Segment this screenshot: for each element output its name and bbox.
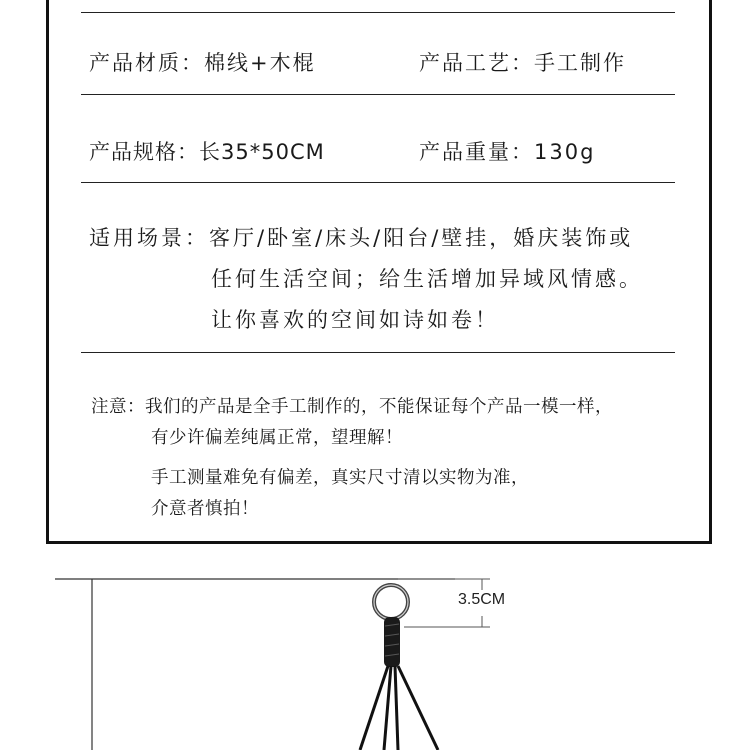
divider-2	[81, 182, 675, 183]
weight-spec: 产品重量：130g	[419, 140, 596, 164]
notice-line-1: 注意：我们的产品是全手工制作的，不能保证每个产品一模一样，	[91, 397, 613, 417]
product-info-card	[46, 0, 712, 544]
ring-dimension-label: 3.5CM	[458, 591, 506, 608]
hanger-illustration	[0, 560, 750, 750]
usage-line-1: 适用场景：客厅/卧室/床头/阳台/壁挂，婚庆装饰或	[89, 226, 634, 250]
divider-3	[81, 352, 675, 353]
hanger-dimension-diagram	[0, 560, 750, 750]
usage-line-3: 让你喜欢的空间如诗如卷！	[211, 308, 499, 332]
divider-top	[81, 12, 675, 13]
notice-line-2: 有少许偏差纯属正常，望理解！	[151, 428, 403, 448]
size-spec: 产品规格：长35*50CM	[89, 140, 325, 164]
divider-1	[81, 94, 675, 95]
usage-line-2: 任何生活空间；给生活增加异域风情感。	[211, 267, 643, 291]
craft-spec: 产品工艺：手工制作	[419, 51, 626, 75]
notice-line-3: 手工测量难免有偏差，真实尺寸清以实物为准，	[151, 468, 529, 488]
material-spec: 产品材质：棉线+木棍	[89, 51, 316, 75]
notice-line-4: 介意者慎拍！	[151, 499, 259, 519]
